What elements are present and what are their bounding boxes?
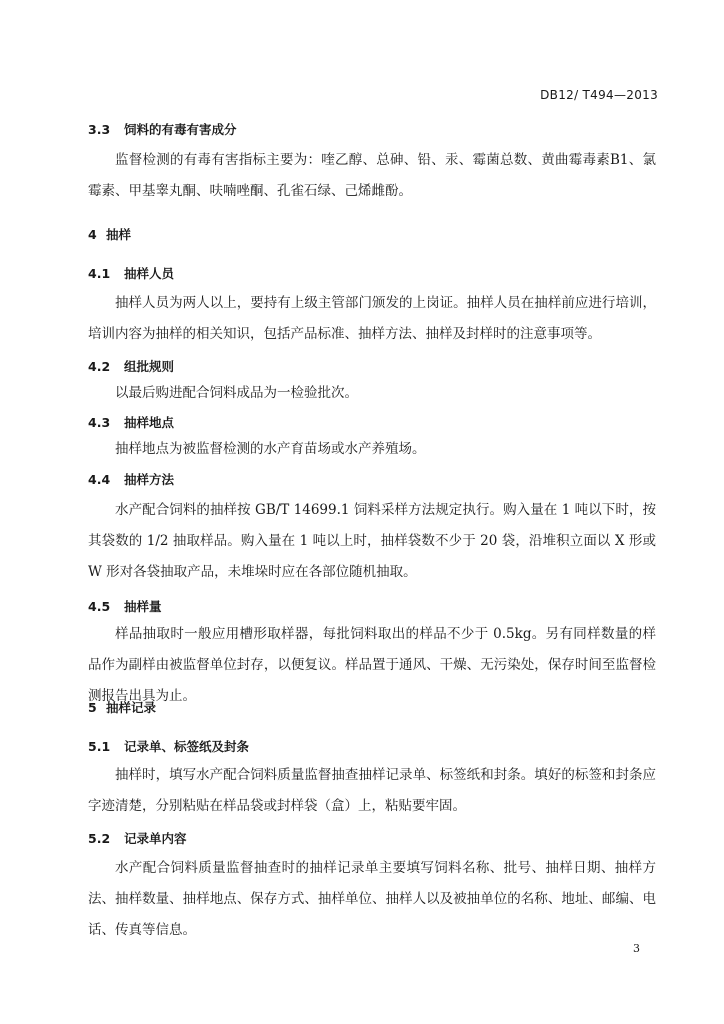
- paragraph-sampling-location: 抽样地点为被监督检测的水产育苗场或水产养殖场。: [115, 441, 426, 457]
- section-heading-4-1: [88, 264, 174, 282]
- section-number: 4.1: [88, 266, 111, 281]
- section-number: 3.3: [88, 122, 111, 137]
- section-heading-4-4: [88, 470, 174, 488]
- section-heading-4-5: [88, 597, 162, 615]
- section-title: 抽样方法: [124, 472, 175, 487]
- paragraph-sampling-amount: 样品抽取时一般应用槽形取样器，每批饲料取出的样品不少于 0.5kg。另有同样数量的样品作为副样由被监督单位封存，以便复议。样品置于通风、干燥、无污染处，保存时间至监督检测报告出具为止。: [88, 626, 656, 704]
- section-heading-3-3: [88, 120, 237, 138]
- section-number: 4: [88, 227, 97, 242]
- section-heading-5-1: [88, 737, 249, 755]
- section-heading-5-2: [88, 829, 187, 847]
- paragraph-batch-rule: 以最后购进配合饲料成品为一检验批次。: [115, 385, 358, 401]
- section-number: 5: [88, 700, 97, 715]
- paragraph-sampling-personnel: 抽样人员为两人以上，要持有上级主管部门颁发的上岗证。抽样人员在抽样前应进行培训，培训内容为抽样的相关知识，包括产品标准、抽样方法、抽样及封样时的注意事项等。: [88, 295, 656, 342]
- section-number: 4.5: [88, 599, 111, 614]
- section-title: 记录单内容: [124, 831, 187, 846]
- section-heading-5: [88, 698, 156, 716]
- section-title: 组批规则: [124, 359, 175, 374]
- section-title: 抽样量: [124, 599, 162, 614]
- section-heading-4-3: [88, 413, 174, 431]
- paragraph-record-content: 水产配合饲料质量监督抽查时的抽样记录单主要填写饲料名称、批号、抽样日期、抽样方法、抽样数量、抽样地点、保存方式、抽样单位、抽样人以及被抽单位的名称、地址、邮编、电话、传真等信息。: [88, 860, 656, 938]
- paragraph-record-labels: 抽样时，填写水产配合饲料质量监督抽查抽样记录单、标签纸和封条。填好的标签和封条应字迹清楚，分别粘贴在样品袋或封样袋（盒）上，粘贴要牢固。: [88, 767, 656, 814]
- section-title: 饲料的有毒有害成分: [124, 122, 237, 137]
- section-title: 抽样地点: [124, 415, 175, 430]
- page-number: 3: [633, 942, 640, 955]
- section-heading-4-2: [88, 357, 174, 375]
- section-number: 5.1: [88, 739, 111, 754]
- section-number: 5.2: [88, 831, 111, 846]
- section-title: 记录单、标签纸及封条: [124, 739, 250, 754]
- paragraph-toxic-indicators: 监督检测的有毒有害指标主要为：喹乙醇、总砷、铅、汞、霉菌总数、黄曲霉毒素B1、氯霉素、甲基睾丸酮、呋喃唑酮、孔雀石绿、己烯雌酚。: [88, 152, 656, 199]
- document-code: DB12/ T494—2013: [540, 88, 658, 102]
- section-number: 4.4: [88, 472, 111, 487]
- section-number: 4.3: [88, 415, 111, 430]
- section-title: 抽样: [106, 227, 132, 242]
- section-title: 抽样人员: [124, 266, 175, 281]
- section-number: 4.2: [88, 359, 111, 374]
- section-title: 抽样记录: [106, 700, 157, 715]
- paragraph-sampling-method: 水产配合饲料的抽样按 GB/T 14699.1 饲料采样方法规定执行。购入量在 1 吨以下时，按其袋数的 1/2 抽取样品。购入量在 1 吨以上时，抽样袋数不少于 20 袋，沿堆积立面以 X 形或 W 形对各袋抽取产品，未堆垛时应在各部位随机抽取。: [88, 502, 656, 580]
- section-heading-4: [88, 225, 131, 243]
